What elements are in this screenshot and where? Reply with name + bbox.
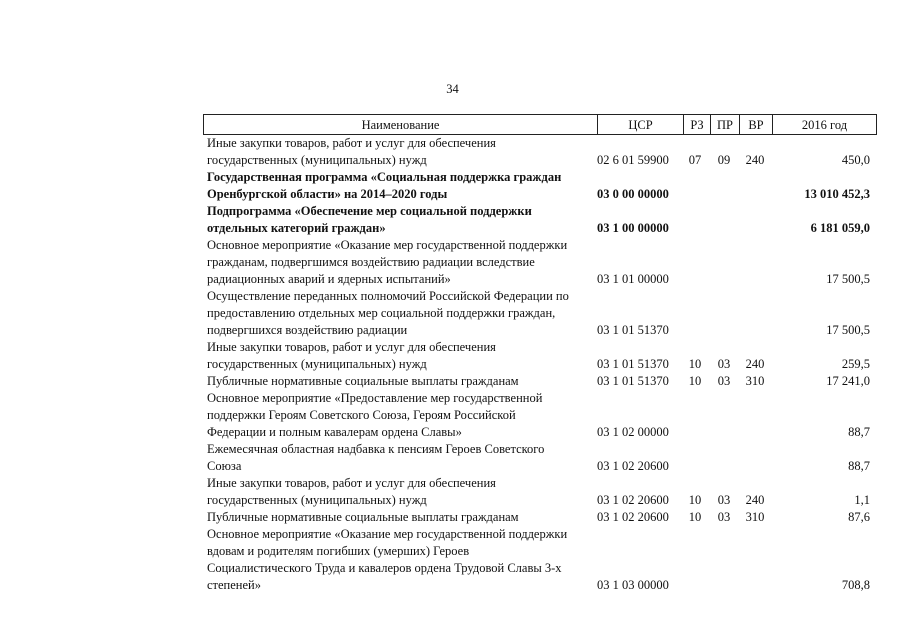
table-row xyxy=(203,373,877,390)
row-csr: 03 1 03 00000 xyxy=(597,578,669,592)
table-row xyxy=(203,322,877,339)
row-csr: 02 6 01 59900 xyxy=(597,153,669,167)
table-header xyxy=(203,114,877,135)
row-amount: 17 241,0 xyxy=(826,374,870,388)
header-csr: ЦСР xyxy=(598,115,684,134)
row-pr: 03 xyxy=(717,357,731,371)
table-body xyxy=(203,135,877,594)
row-csr: 03 1 01 51370 xyxy=(597,374,669,388)
row-vr: 310 xyxy=(745,374,765,388)
row-vr: 310 xyxy=(745,510,765,524)
row-name: Основное мероприятие «Оказание мер государственной поддержки xyxy=(207,527,568,541)
table-row xyxy=(203,339,877,356)
row-amount: 87,6 xyxy=(848,510,870,524)
row-amount: 1,1 xyxy=(854,493,870,507)
page-number: 34 xyxy=(446,82,459,96)
table-row xyxy=(203,475,877,492)
row-pr: 03 xyxy=(717,493,731,507)
row-name: Основное мероприятие «Оказание мер государственной поддержки xyxy=(207,238,568,252)
row-rz: 10 xyxy=(688,510,702,524)
row-csr: 03 1 02 20600 xyxy=(597,493,669,507)
header-pr: ПР xyxy=(711,115,740,134)
row-name: гражданам, подвергшимся воздействию радиации вследствие xyxy=(207,255,535,269)
table-row xyxy=(203,254,877,271)
row-vr: 240 xyxy=(745,153,765,167)
row-amount: 17 500,5 xyxy=(826,323,870,337)
row-name: государственных (муниципальных) нужд xyxy=(207,493,427,507)
row-csr: 03 1 01 51370 xyxy=(597,357,669,371)
row-csr: 03 1 02 00000 xyxy=(597,425,669,439)
row-amount: 450,0 xyxy=(841,153,870,167)
row-csr: 03 1 01 51370 xyxy=(597,323,669,337)
table-row xyxy=(203,169,877,186)
row-name: Союза xyxy=(207,459,242,473)
header-rz: РЗ xyxy=(684,115,711,134)
row-name: Иные закупки товаров, работ и услуг для обеспечения xyxy=(207,136,496,150)
row-name: Основное мероприятие «Предоставление мер государственной xyxy=(207,391,543,405)
header-name: Наименование xyxy=(204,115,598,134)
row-name: государственных (муниципальных) нужд xyxy=(207,357,427,371)
row-name: Публичные нормативные социальные выплаты гражданам xyxy=(207,510,519,524)
row-name: предоставлению отдельных мер социальной поддержки граждан, xyxy=(207,306,556,320)
row-name: Подпрограмма «Обеспечение мер социальной поддержки xyxy=(207,204,532,218)
row-csr: 03 1 02 20600 xyxy=(597,510,669,524)
table-row xyxy=(203,186,877,203)
row-amount: 13 010 452,3 xyxy=(804,187,870,201)
table-row xyxy=(203,305,877,322)
row-name: подвергшихся воздействию радиации xyxy=(207,323,408,337)
row-name: Иные закупки товаров, работ и услуг для обеспечения xyxy=(207,340,496,354)
table-row xyxy=(203,509,877,526)
header-vr: ВР xyxy=(740,115,773,134)
row-name: отдельных категорий граждан» xyxy=(207,221,386,235)
row-pr: 09 xyxy=(717,153,731,167)
row-csr: 03 0 00 00000 xyxy=(597,187,669,201)
row-name: Оренбургской области» на 2014–2020 годы xyxy=(207,187,448,201)
row-csr: 03 1 02 20600 xyxy=(597,459,669,473)
table-row xyxy=(203,577,877,594)
table-row xyxy=(203,288,877,305)
table-row xyxy=(203,407,877,424)
row-amount: 6 181 059,0 xyxy=(810,221,870,235)
row-rz: 10 xyxy=(688,357,702,371)
row-name: Ежемесячная областная надбавка к пенсиям Героев Советского xyxy=(207,442,545,456)
row-csr: 03 1 01 00000 xyxy=(597,272,669,286)
table-row xyxy=(203,203,877,220)
row-amount: 88,7 xyxy=(848,459,870,473)
row-pr: 03 xyxy=(717,374,731,388)
row-amount: 259,5 xyxy=(841,357,870,371)
table-row xyxy=(203,492,877,509)
row-pr: 03 xyxy=(717,510,731,524)
row-name: степеней» xyxy=(207,578,261,592)
row-rz: 07 xyxy=(688,153,702,167)
table-row xyxy=(203,458,877,475)
budget-table xyxy=(203,114,877,594)
table-row xyxy=(203,441,877,458)
row-name: поддержки Героям Советского Союза, Героям Российской xyxy=(207,408,516,422)
table-row xyxy=(203,271,877,288)
table-row xyxy=(203,390,877,407)
row-name: Публичные нормативные социальные выплаты гражданам xyxy=(207,374,519,388)
row-amount: 17 500,5 xyxy=(826,272,870,286)
table-row xyxy=(203,135,877,152)
row-name: Федерации и полным кавалерам ордена Славы» xyxy=(207,425,462,439)
row-csr: 03 1 00 00000 xyxy=(597,221,669,235)
table-row xyxy=(203,356,877,373)
row-vr: 240 xyxy=(745,357,765,371)
table-row xyxy=(203,543,877,560)
row-vr: 240 xyxy=(745,493,765,507)
table-row xyxy=(203,220,877,237)
row-name: Осуществление переданных полномочий Российской Федерации по xyxy=(207,289,569,303)
table-row xyxy=(203,424,877,441)
row-amount: 88,7 xyxy=(848,425,870,439)
header-year: 2016 год xyxy=(801,118,848,132)
row-rz: 10 xyxy=(688,493,702,507)
row-name: вдовам и родителям погибших (умерших) Героев xyxy=(207,544,470,558)
table-row xyxy=(203,237,877,254)
table-row xyxy=(203,560,877,577)
row-name: государственных (муниципальных) нужд xyxy=(207,153,427,167)
row-name: Социалистического Труда и кавалеров ордена Трудовой Славы 3-х xyxy=(207,561,562,575)
row-amount: 708,8 xyxy=(841,578,870,592)
row-rz: 10 xyxy=(688,374,702,388)
row-name: Государственная программа «Социальная поддержка граждан xyxy=(207,170,562,184)
row-name: Иные закупки товаров, работ и услуг для обеспечения xyxy=(207,476,496,490)
table-row xyxy=(203,152,877,169)
table-row xyxy=(203,526,877,543)
row-name: радиационных аварий и ядерных испытаний» xyxy=(207,272,451,286)
